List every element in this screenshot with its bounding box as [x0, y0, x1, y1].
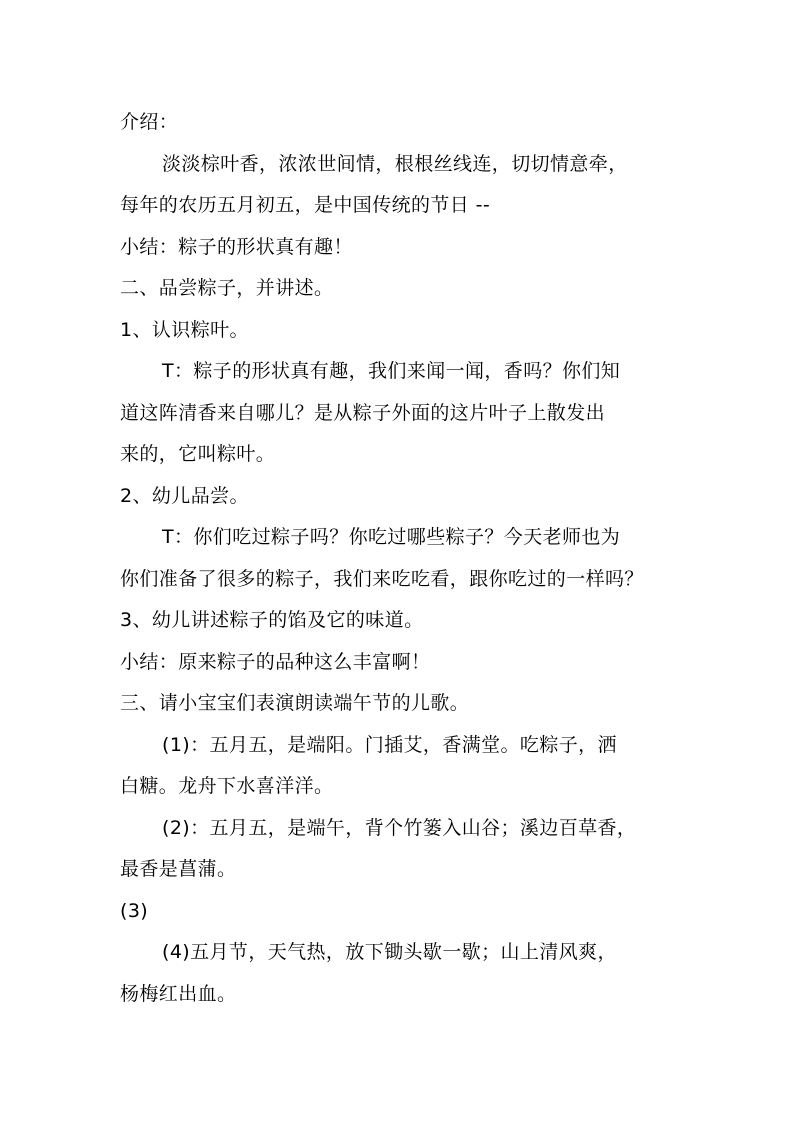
text-line: 你们准备了很多的粽子，我们来吃吃看，跟你吃过的一样吗？	[120, 567, 644, 590]
section-heading: 二、品尝粽子，并讲述。	[120, 277, 334, 299]
text-line: T：粽子的形状真有趣，我们来闻一闻，香吗？你们知	[162, 360, 621, 382]
subsection-heading: 3、幼儿讲述粽子的馅及它的味道。	[120, 609, 424, 631]
section-heading: 三、请小宝宝们表演朗读端午节的儿歌。	[120, 692, 470, 714]
text-line: 每年的农历五月初五，是中国传统的节日 --	[120, 194, 491, 216]
poem-line: 白糖。龙舟下水喜洋洋。	[120, 775, 334, 797]
document-body	[120, 102, 680, 1015]
text-line: 介绍：	[120, 111, 179, 133]
poem-line: 杨梅红出血。	[120, 982, 237, 1005]
text-line: 道这阵清香来自哪儿？是从粽子外面的这片叶子上散发出	[120, 401, 606, 424]
text-line: 淡淡棕叶香，浓浓世间情，根根丝线连，切切情意牵，	[162, 152, 628, 175]
poem-line: (1)：五月五，是端阳。门插艾，香满堂。吃粽子，洒	[162, 733, 617, 756]
poem-line: (3)	[120, 899, 149, 922]
text-line: 来的，它叫粽叶。	[120, 443, 276, 465]
text-line: 小结：粽子的形状真有趣！	[120, 235, 353, 258]
text-line: 小结：原来粽子的品种这么丰富啊！	[120, 650, 431, 673]
subsection-heading: 2、幼儿品尝。	[120, 484, 249, 507]
subsection-heading: 1、认识粽叶。	[120, 318, 249, 341]
poem-line: (4)五月节，天气热，放下锄头歇一歇；山上清风爽，	[162, 941, 617, 963]
text-line: T：你们吃过粽子吗？你吃过哪些粽子？今天老师也为	[162, 526, 621, 548]
poem-line: (2)：五月五，是端午，背个竹篓入山谷；溪边百草香，	[162, 816, 637, 839]
poem-line: 最香是菖蒲。	[120, 858, 237, 880]
